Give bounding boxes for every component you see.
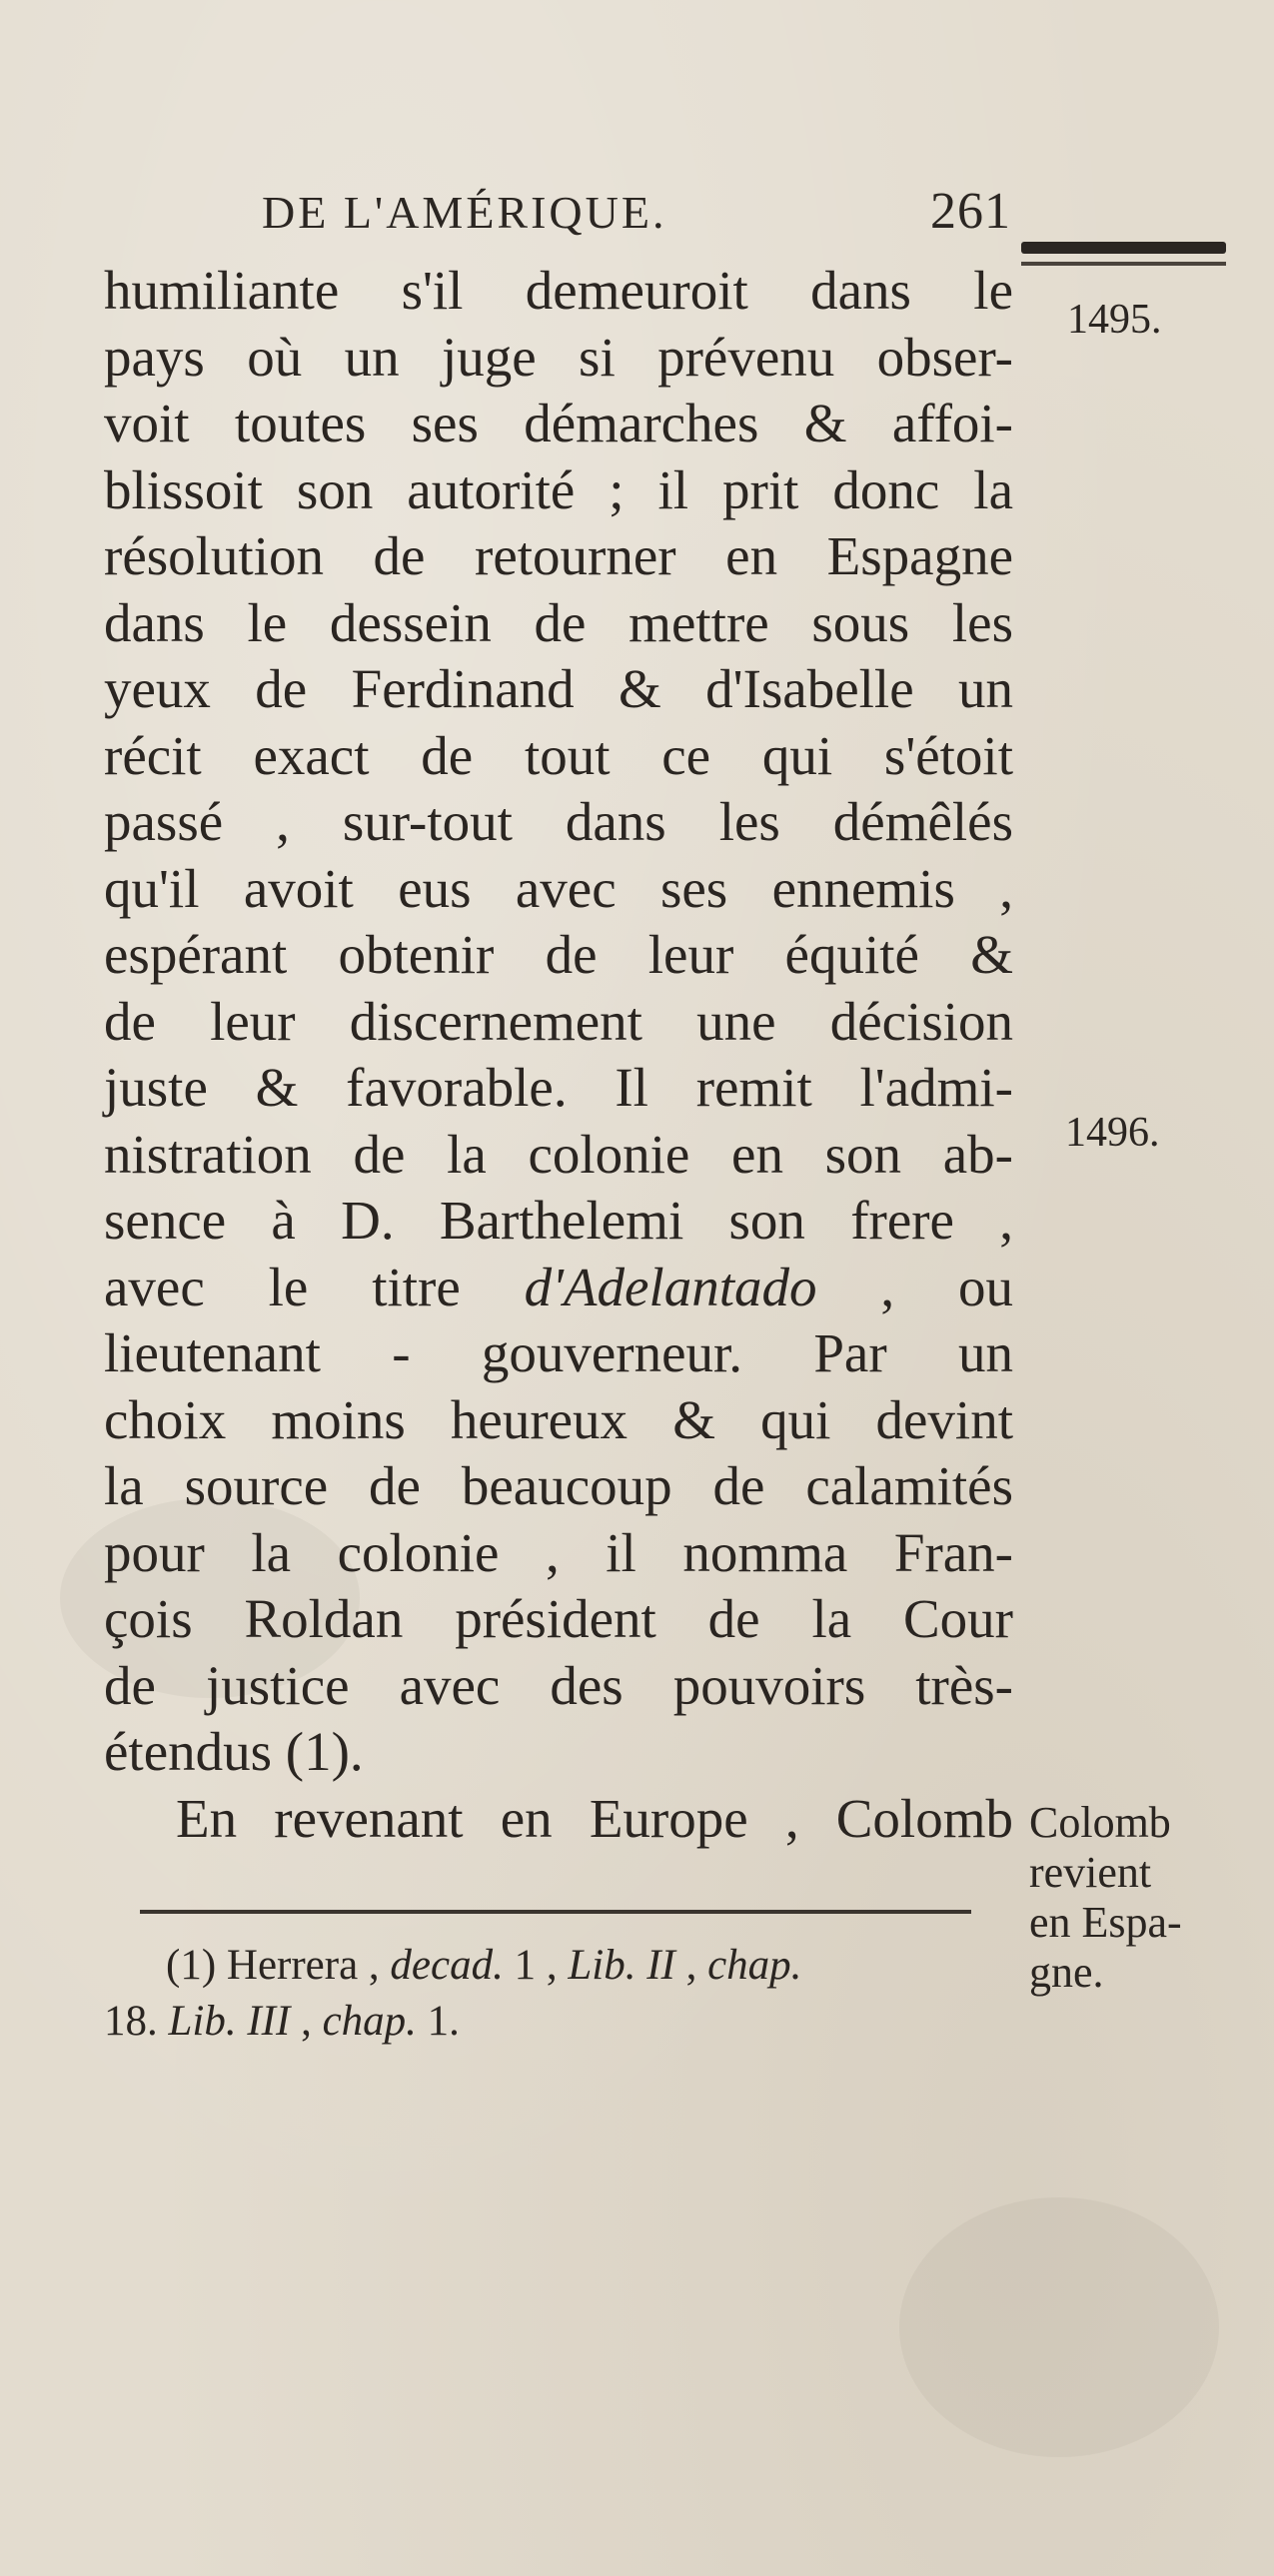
text-line: dans le dessein de mettre sous les (104, 591, 1013, 653)
footnote (104, 1938, 1013, 2050)
side-heading-line: Colomb (1029, 1798, 1171, 1847)
footnote-rule (140, 1910, 971, 1914)
text-line: passé , sur-tout dans les démêlés (104, 791, 1013, 852)
footnote-italic: Lib. III (168, 1998, 291, 2045)
text-line-paragraph-start: En revenant en Europe , Colomb (176, 1787, 1013, 1849)
footnote-line (104, 1994, 1013, 2050)
text-line: espérant obtenir de leur équité & (104, 924, 1013, 985)
footnote-text: 1 , (503, 1942, 569, 1989)
side-heading-line: revient (1029, 1848, 1152, 1897)
margin-rule (1021, 242, 1226, 254)
italic-term: d'Adelantado (524, 1256, 817, 1317)
text-line: pour la colonie , il nomma Fran- (104, 1521, 1013, 1583)
footnote-text: , (674, 1942, 708, 1989)
text-segment: , ou (816, 1256, 1013, 1317)
text-line: lieutenant - gouverneur. Par un (104, 1322, 1013, 1383)
margin-year-1496: 1496. (1065, 1110, 1160, 1156)
footnote-text: 1. (416, 1998, 460, 2045)
text-line-adelantado (104, 1255, 1013, 1321)
text-line: voit toutes ses démarches & affoi- (104, 393, 1013, 453)
footnote-text: (1) Herrera , (166, 1942, 391, 1989)
footnote-italic: decad. (390, 1942, 504, 1989)
text-line: choix moins heureux & qui devint (104, 1388, 1013, 1450)
text-line: çois Roldan président de la Cour (104, 1588, 1013, 1649)
text-line: de leur discernement une décision (104, 990, 1013, 1052)
side-heading-line: en Espa- (1029, 1898, 1182, 1947)
page-number: 261 (930, 183, 1011, 240)
text-line: juste & favorable. Il remit l'admi- (104, 1057, 1013, 1118)
footnote-italic: chap. (322, 1998, 417, 2045)
footnote-italic: chap. (707, 1942, 802, 1989)
footnote-italic: Lib. II (568, 1942, 675, 1989)
text-segment: avec le titre (104, 1256, 525, 1317)
margin-side-heading (1029, 1798, 1264, 1998)
text-line: étendus (1). (104, 1721, 364, 1782)
text-line: nistration de la colonie en son ab- (104, 1123, 1013, 1185)
margin-year-1495: 1495. (1067, 297, 1162, 343)
text-line: résolution de retourner en Espagne (104, 525, 1013, 586)
footnote-text: , (290, 1998, 323, 2045)
page-header (262, 183, 1011, 246)
running-head: DE L'AMÉRIQUE. (262, 187, 667, 238)
text-line: récit exact de tout ce qui s'étoit (104, 724, 1013, 786)
text-line: blissoit son autorité ; il prit donc la (104, 458, 1013, 520)
text-line: pays où un juge si prévenu obser- (104, 326, 1013, 388)
footnote-text: 18. (104, 1998, 169, 2045)
text-line: de justice avec des pouvoirs très- (104, 1654, 1013, 1716)
footnote-line (104, 1938, 1013, 1994)
text-line: qu'il avoit eus avec ses ennemis , (104, 857, 1013, 919)
text-line: la source de beaucoup de calamités (104, 1455, 1013, 1516)
text-line: sence à D. Barthelemi son frere , (104, 1190, 1013, 1251)
paper-stain (899, 2197, 1219, 2457)
text-line: humiliante s'il demeuroit dans le (104, 260, 1013, 321)
main-text (104, 258, 1013, 1852)
margin-rule-thin (1021, 262, 1226, 266)
text-line: yeux de Ferdinand & d'Isabelle un (104, 658, 1013, 719)
side-heading-line: gne. (1029, 1948, 1104, 1997)
